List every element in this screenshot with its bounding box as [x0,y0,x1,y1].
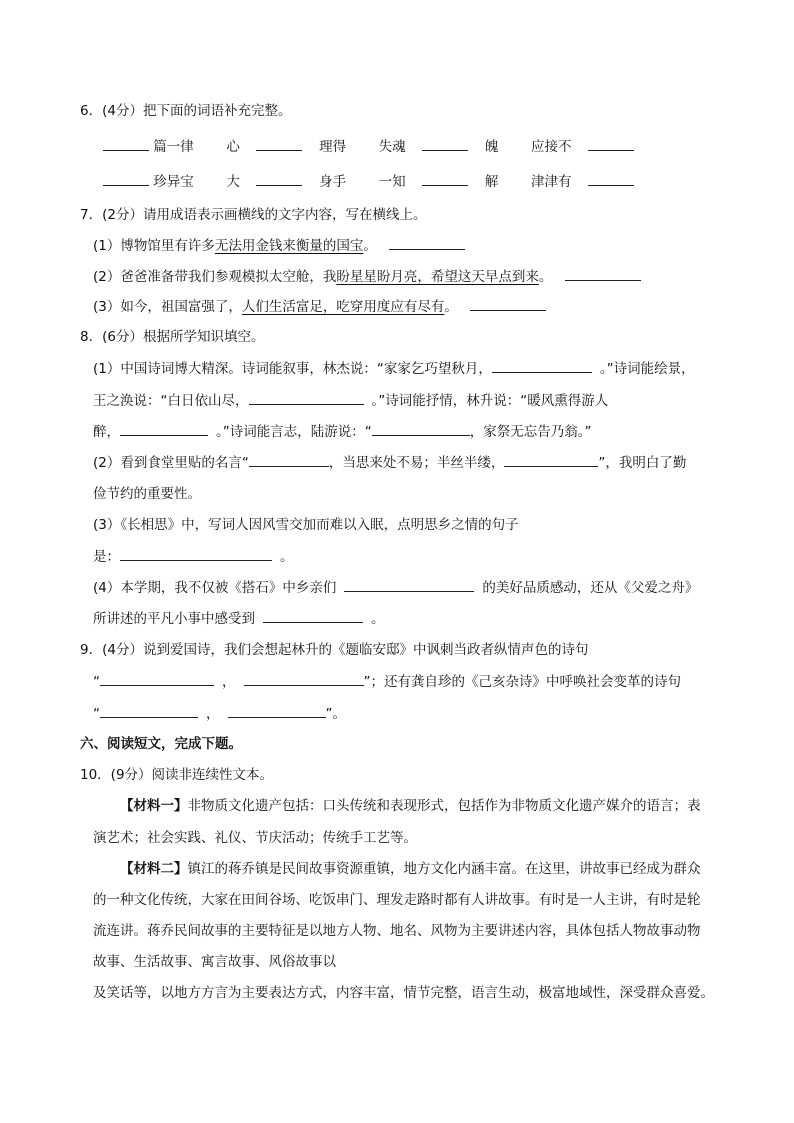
q8-text: ，当思来处不易；半丝半缕， [328,455,505,471]
answer-blank[interactable] [228,704,326,718]
q8-p3-line2 [93,547,294,566]
q9-text: “ [93,706,100,722]
answer-blank[interactable] [263,609,363,623]
q8-text: 。 [371,611,385,627]
answer-blank[interactable] [470,297,546,311]
q7-text: (2）爸爸准备带我们参观模拟太空舱，我 [93,269,337,285]
q8-text: (4）本学期，我不仅被《搭石》中乡亲们 [93,580,337,596]
material-text: 非物质文化遗产包括：口头传统和表现形式，包括作为非物质文化遗产媒介的语言；表 [187,798,701,814]
material-2-line5: 及笑话等，以地方方言为主要表达方式，内容丰富，情节完整，语言生动，极富地域性，深受群众喜爱。 [93,985,714,1001]
q9-text: ”。 [325,706,346,722]
q8-text: ”，我明白了勤 [598,455,687,471]
q6-word: 津津有 [530,174,572,190]
answer-blank[interactable] [588,137,634,151]
answer-blank[interactable] [504,453,598,467]
q6-word: 一知 [378,174,406,190]
q7-underlined-text: 盼星星盼月亮，希望这天早点到来 [336,269,539,285]
section-heading: 六、阅读短文，完成下题。 [80,736,242,752]
q8-p2-line2: 俭节约的重要性。 [93,486,201,502]
q7-text: (1）博物馆里有许多 [93,238,215,254]
q6-row-2 [103,172,634,191]
answer-blank[interactable] [100,672,214,686]
q8-text: 的美好品质感动，还从《父爱之舟》 [482,580,699,596]
answer-blank[interactable] [120,547,272,561]
answer-blank[interactable] [565,267,641,281]
q6-word: 解 [484,174,499,190]
answer-blank[interactable] [256,137,302,151]
q7-item-1 [93,236,465,255]
answer-blank[interactable] [492,359,592,373]
q7-underlined-text: 无法用金钱来衡量的国宝 [214,238,364,254]
material-tag: 【材料二】 [120,861,188,877]
q7-item-2 [93,267,641,286]
q7-text: 。 [444,299,458,315]
material-2-line4: 故事、生活故事、寓言故事、风俗故事以 [93,954,336,970]
q9-text: ， [206,706,220,722]
q8-text: 所讲述的平凡小事中感受到 [93,611,255,627]
q6-word: 魄 [484,139,499,155]
answer-blank[interactable] [100,704,198,718]
material-2-line2: 的一种文化传统，大家在田间谷场、吃饭串门、理发走路时都有人讲故事。有时是一人主讲，有时是轮 [93,892,701,908]
material-text: 镇江的蒋乔镇是民间故事资源重镇，地方文化内涵丰富。在这里，讲故事已经成为群众 [187,861,701,877]
q8-text: 。”诗词能抒情，林升说：“暖风熏得游人 [371,393,609,409]
q8-p3-line1: (3）《长相思》中，写词人因风雪交加而难以入眠，点明思乡之情的句子 [93,517,519,533]
q10-stem: 10．(9分）阅读非连续性文本。 [80,767,274,783]
q9-text: ”；还有龚自珍的《己亥杂诗》中呼唤社会变革的诗句 [363,674,681,690]
q7-item-3 [93,297,546,316]
q7-text: 。 [363,238,377,254]
q6-word: 篇一律 [153,139,194,155]
q9-text: ， [222,674,236,690]
q6-word: 身手 [319,174,347,190]
q6-word: 大 [226,174,240,190]
material-1-line2: 演艺术；社会实践、礼仪、节庆活动；传统手工艺等。 [93,830,417,846]
q8-text: 醉， [93,424,120,440]
q8-p4-line2 [93,609,385,628]
q7-text: 。 [538,269,553,285]
q6-word: 失魂 [378,139,406,155]
q7-underlined-text: 人们生活富足，吃穿用度应有尽有 [241,299,445,315]
q8-text: 。 [280,549,294,565]
q9-line3 [93,704,346,723]
q8-p1-line2 [93,391,608,410]
q8-text: 是： [93,549,120,565]
material-tag: 【材料一】 [120,798,188,814]
q8-text: 。”诗词能绘景， [599,361,695,377]
q8-p4-line1 [93,578,698,597]
answer-blank[interactable] [422,172,468,186]
answer-blank[interactable] [103,172,149,186]
answer-blank[interactable] [249,453,329,467]
q8-text: (2）看到食堂里贴的名言“ [93,455,249,471]
q7-text: (3）如今，祖国富强了， [93,299,242,315]
answer-blank[interactable] [372,422,470,436]
answer-blank[interactable] [422,137,468,151]
answer-blank[interactable] [120,422,208,436]
q6-stem: 6．(4分）把下面的词语补充完整。 [80,103,292,119]
answer-blank[interactable] [389,236,465,250]
q6-word: 理得 [319,139,347,155]
q8-p1-line1 [93,359,695,378]
material-2-line3: 流连讲。蒋乔民间故事的主要特征是以地方人物、地名、风物为主要讲述内容，具体包括人物故事动物 [93,923,701,939]
answer-blank[interactable] [256,172,302,186]
answer-blank[interactable] [249,391,364,405]
q8-p1-line3 [93,422,592,441]
q9-line2 [93,672,681,691]
q8-text: (1）中国诗词博大精深。诗词能叙事，林杰说：“家家乞巧望秋月， [93,361,492,377]
q6-row-1 [103,137,634,156]
material-2-line1 [120,860,701,878]
q6-word: 应接不 [530,139,572,155]
q8-stem: 8．(6分）根据所学知识填空。 [80,329,265,345]
answer-blank[interactable] [103,137,149,151]
q6-word: 珍异宝 [153,174,194,190]
q9-line1: 9．(4分）说到爱国诗，我们会想起林升的《题临安邸》中讽刺当政者纵情声色的诗句 [80,642,589,658]
q7-stem: 7．(2分）请用成语表示画横线的文字内容，写在横线上。 [80,207,427,223]
q8-text: 王之涣说：“白日依山尽， [93,393,249,409]
answer-blank[interactable] [244,672,364,686]
q9-text: “ [93,674,100,690]
q6-word: 心 [226,139,240,155]
answer-blank[interactable] [344,578,474,592]
q8-text: 。”诗词能言志，陆游说：“ [216,424,372,440]
material-1-line1 [120,797,701,815]
answer-blank[interactable] [588,172,634,186]
q8-text: ，家祭无忘告乃翁。” [469,424,592,440]
q8-p2-line1 [93,453,686,472]
